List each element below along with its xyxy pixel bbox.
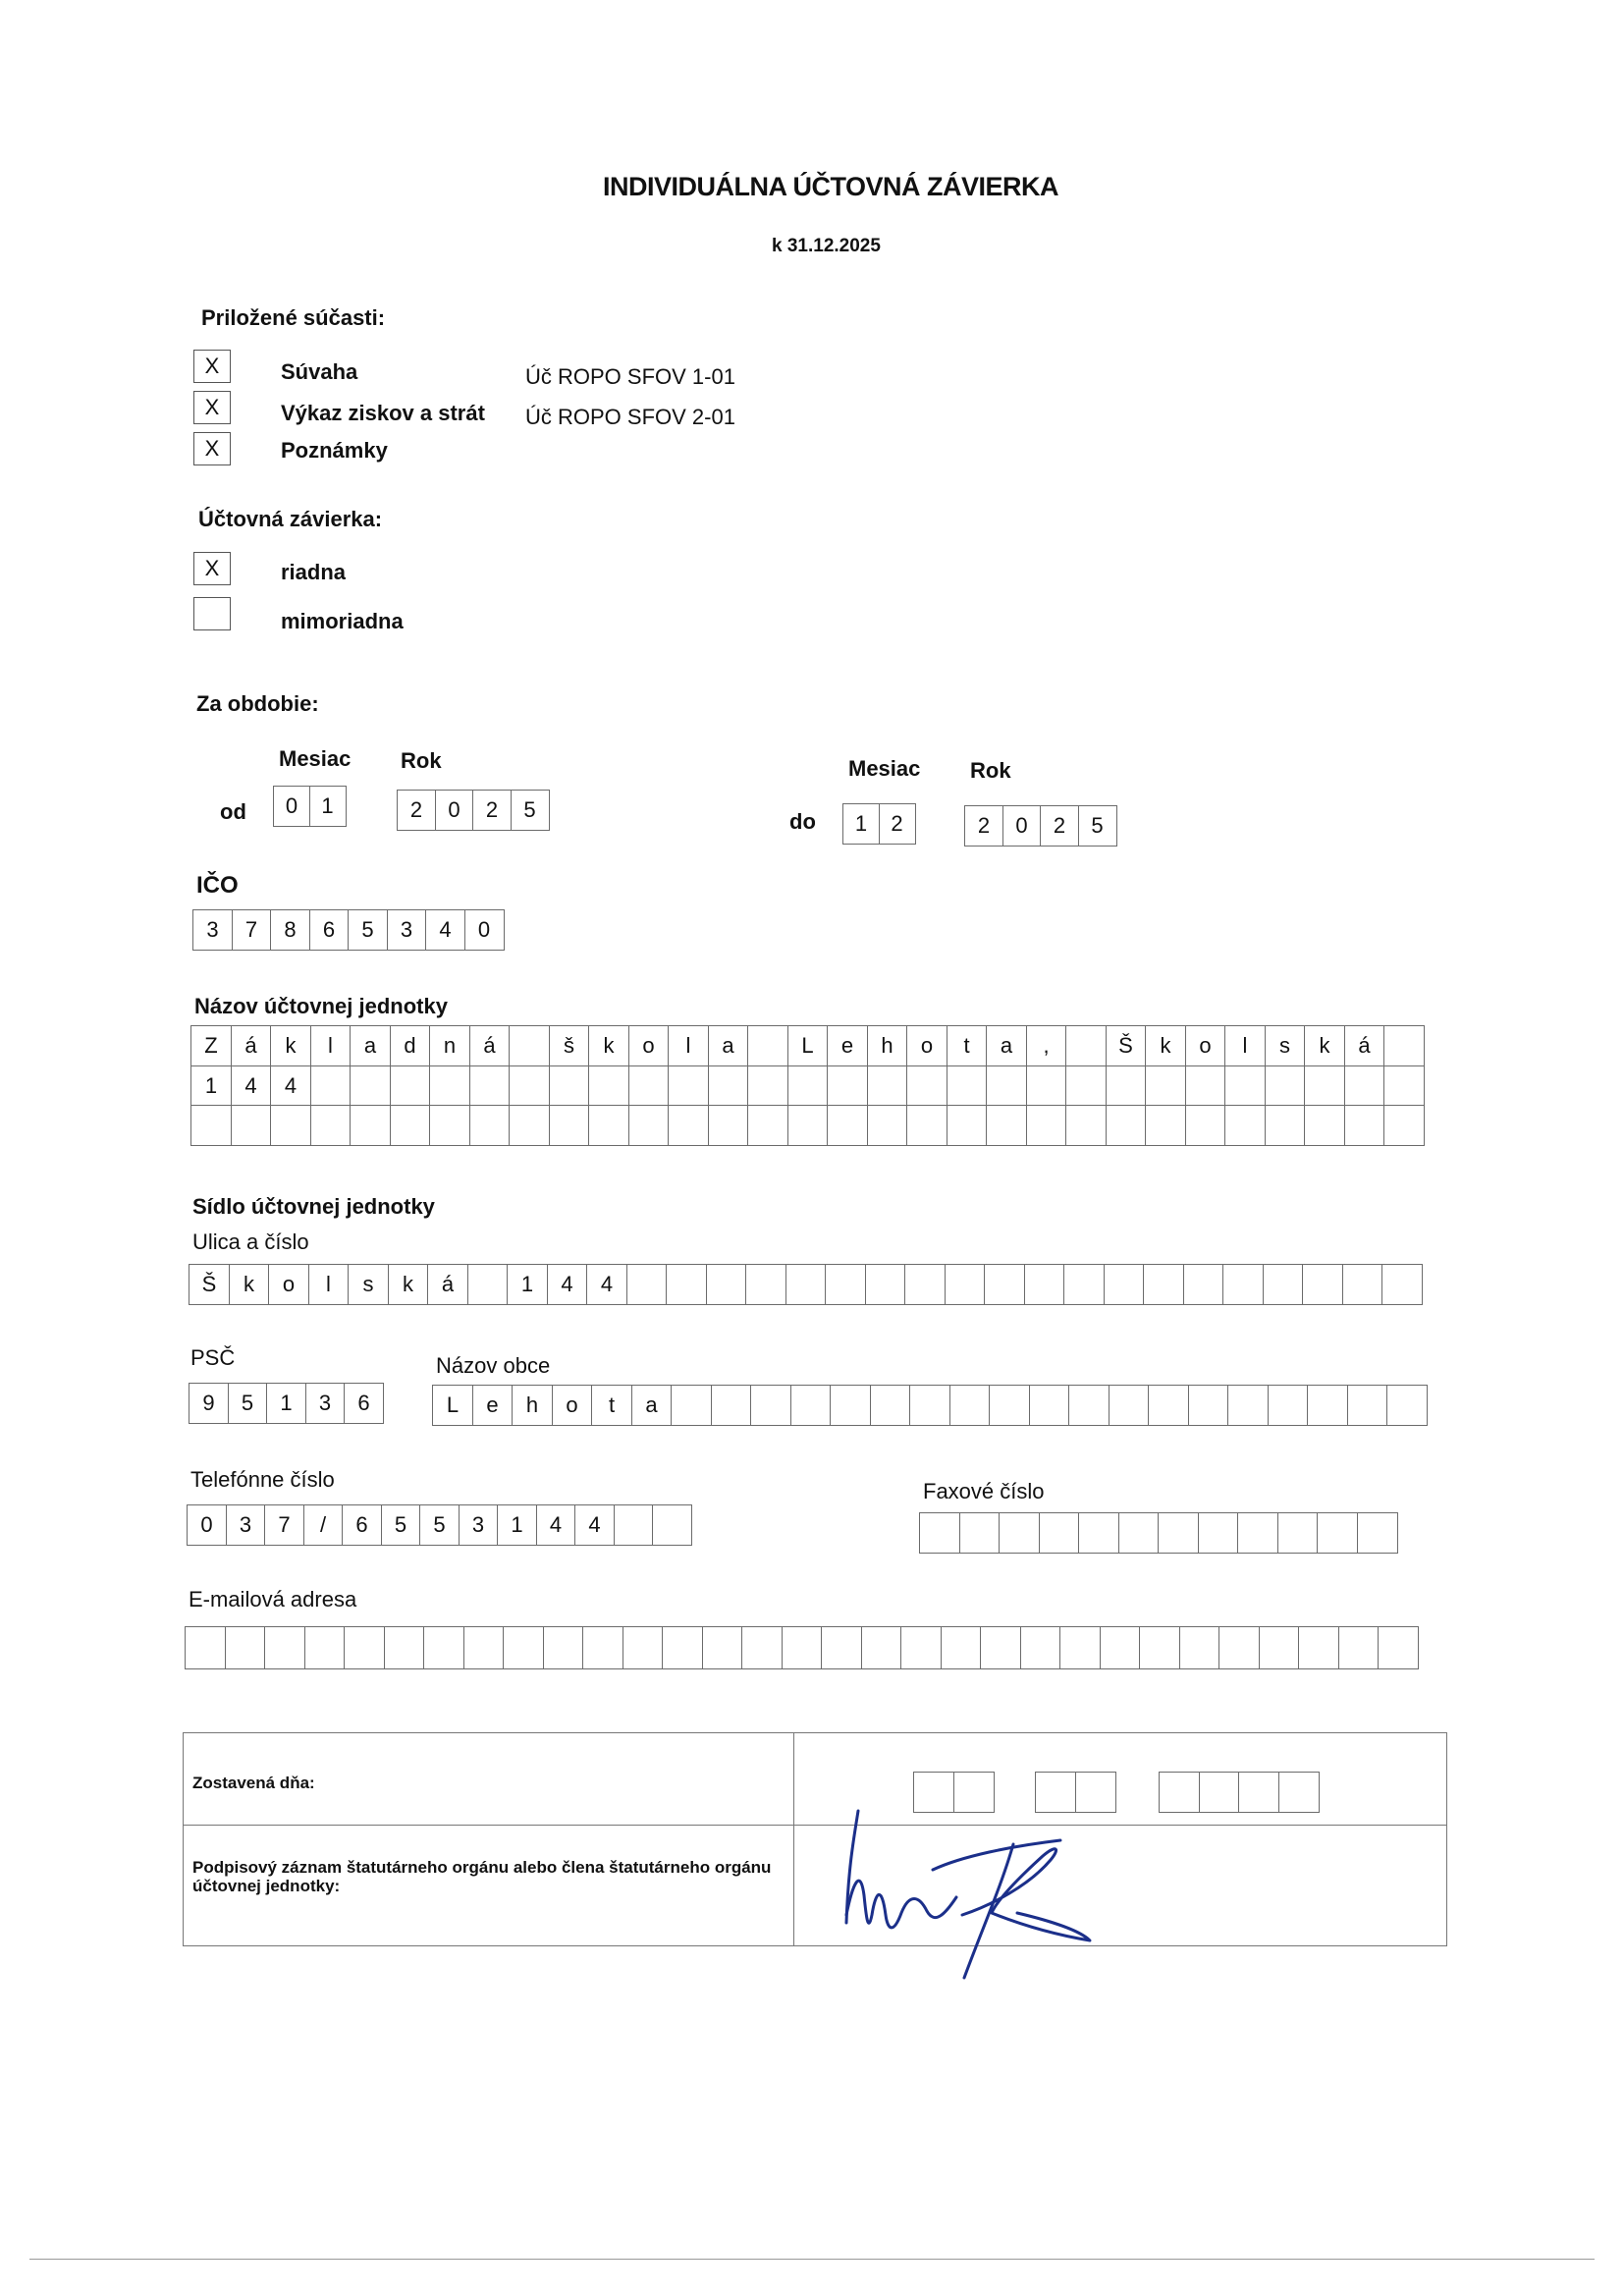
code-suvaha: Úč ROPO SFOV 1-01 [525, 364, 735, 389]
to-year-cell[interactable]: 2 [1040, 805, 1079, 847]
entity-name-cell[interactable] [350, 1105, 391, 1146]
entity-name-cell[interactable]: o [1185, 1025, 1226, 1066]
street-cell[interactable] [1024, 1264, 1065, 1305]
entity-name-cell[interactable] [588, 1065, 629, 1107]
from-year-cell[interactable]: 0 [435, 790, 474, 831]
entity-name-cell[interactable]: l [668, 1025, 709, 1066]
town-cell[interactable] [711, 1385, 752, 1426]
town-cell[interactable]: o [552, 1385, 593, 1426]
psc-cell[interactable]: 6 [344, 1383, 384, 1424]
to-year-cell[interactable]: 2 [964, 805, 1003, 847]
entity-name-cell[interactable]: a [986, 1025, 1027, 1066]
psc-cell[interactable]: 5 [228, 1383, 268, 1424]
entity-name-cell[interactable] [1383, 1105, 1425, 1146]
date-line: k 31.12.2025 [772, 236, 881, 256]
email-cell[interactable] [741, 1626, 783, 1669]
town-cell[interactable]: t [591, 1385, 632, 1426]
entity-name-cell[interactable] [1344, 1105, 1385, 1146]
entity-name-cell[interactable] [867, 1065, 908, 1107]
entity-name-cell[interactable] [509, 1025, 550, 1066]
attached-heading: Priložené súčasti: [201, 305, 386, 330]
town-cell[interactable] [989, 1385, 1030, 1426]
fax-cell[interactable] [1078, 1512, 1119, 1554]
street-cell[interactable] [1104, 1264, 1145, 1305]
entity-name-cell[interactable] [787, 1105, 829, 1146]
from-year-label: Rok [401, 748, 442, 773]
entity-name-cell[interactable] [350, 1065, 391, 1107]
label-mimoriadna: mimoriadna [281, 609, 404, 633]
to-year-cell[interactable]: 0 [1002, 805, 1042, 847]
entity-name-cell[interactable] [1065, 1105, 1107, 1146]
entity-name-cell[interactable]: Z [190, 1025, 232, 1066]
entity-name-cell[interactable] [509, 1105, 550, 1146]
ico-cell[interactable]: 3 [192, 909, 233, 951]
street-cell[interactable] [825, 1264, 866, 1305]
ico-field[interactable] [192, 909, 505, 951]
fax-cell[interactable] [1317, 1512, 1358, 1554]
fax-cell[interactable] [959, 1512, 1001, 1554]
entity-name-cell[interactable]: 4 [270, 1065, 311, 1107]
town-cell[interactable] [1268, 1385, 1309, 1426]
entity-name-cell[interactable]: t [947, 1025, 988, 1066]
entity-name-cell[interactable]: 4 [231, 1065, 272, 1107]
entity-name-cell[interactable] [668, 1105, 709, 1146]
town-cell[interactable] [1029, 1385, 1070, 1426]
email-cell[interactable] [1259, 1626, 1300, 1669]
email-cell[interactable] [1378, 1626, 1419, 1669]
entity-name-cell[interactable] [668, 1065, 709, 1107]
phone-cell[interactable] [614, 1504, 654, 1546]
signature-box [183, 1732, 1447, 1946]
entity-name-cell[interactable] [588, 1105, 629, 1146]
phone-cell[interactable]: 3 [226, 1504, 266, 1546]
street-cell[interactable]: 4 [586, 1264, 627, 1305]
town-cell[interactable] [1148, 1385, 1189, 1426]
entity-name-cell[interactable] [509, 1065, 550, 1107]
checkbox-riadna[interactable]: X [193, 552, 231, 585]
entity-name-cell[interactable] [747, 1065, 788, 1107]
street-cell[interactable] [1302, 1264, 1343, 1305]
entity-name-cell[interactable] [747, 1025, 788, 1066]
label-riadna: riadna [281, 560, 347, 584]
checkbox-vykaz[interactable]: X [193, 391, 231, 424]
town-cell[interactable] [1068, 1385, 1110, 1426]
ico-cell[interactable]: 3 [387, 909, 427, 951]
street-cell[interactable] [1222, 1264, 1264, 1305]
psc-field[interactable] [189, 1383, 384, 1424]
entity-name-cell[interactable]: k [270, 1025, 311, 1066]
town-cell[interactable]: a [631, 1385, 673, 1426]
email-cell[interactable] [941, 1626, 982, 1669]
phone-label: Telefónne číslo [190, 1467, 335, 1492]
ico-cell[interactable]: 8 [270, 909, 310, 951]
street-cell[interactable] [1381, 1264, 1423, 1305]
period-heading: Za obdobie: [196, 691, 319, 716]
email-cell[interactable] [185, 1626, 226, 1669]
street-cell[interactable] [945, 1264, 986, 1305]
entity-name-cell[interactable] [1026, 1105, 1067, 1146]
entity-name-cell[interactable] [906, 1065, 947, 1107]
town-cell[interactable] [1347, 1385, 1388, 1426]
email-cell[interactable] [1139, 1626, 1180, 1669]
town-label: Názov obce [436, 1353, 551, 1378]
email-cell[interactable] [702, 1626, 743, 1669]
entity-name-cell[interactable] [1383, 1025, 1425, 1066]
town-cell[interactable] [671, 1385, 712, 1426]
psc-label: PSČ [190, 1345, 236, 1370]
compiled-year-cell[interactable] [1238, 1772, 1279, 1813]
town-cell[interactable] [1188, 1385, 1229, 1426]
phone-cell[interactable] [652, 1504, 692, 1546]
entity-name-cell[interactable] [1106, 1065, 1147, 1107]
entity-name-cell[interactable] [1185, 1065, 1226, 1107]
entity-name-cell[interactable]: l [1224, 1025, 1266, 1066]
compiled-year-cell[interactable] [1278, 1772, 1320, 1813]
entity-name-cell[interactable] [1304, 1065, 1345, 1107]
entity-name-cell[interactable] [190, 1105, 232, 1146]
entity-name-cell[interactable] [867, 1105, 908, 1146]
compiled-label: Zostavená dňa: [192, 1774, 315, 1792]
fax-cell[interactable] [919, 1512, 960, 1554]
to-month-cell[interactable]: 1 [842, 803, 880, 845]
entity-name-cell[interactable] [986, 1065, 1027, 1107]
phone-cell[interactable]: 0 [187, 1504, 227, 1546]
street-cell[interactable] [1143, 1264, 1184, 1305]
entity-name-cell[interactable]: e [827, 1025, 868, 1066]
entity-name-cell[interactable] [469, 1105, 511, 1146]
phone-cell[interactable]: 7 [264, 1504, 304, 1546]
checkbox-mimoriadna[interactable] [193, 597, 231, 630]
town-cell[interactable] [750, 1385, 791, 1426]
fax-cell[interactable] [1277, 1512, 1319, 1554]
entity-name-cell[interactable] [270, 1105, 311, 1146]
to-month-cell[interactable]: 2 [879, 803, 916, 845]
street-cell[interactable] [1342, 1264, 1383, 1305]
entity-name-cell[interactable]: o [906, 1025, 947, 1066]
town-cell[interactable] [790, 1385, 832, 1426]
entity-name-cell[interactable] [827, 1065, 868, 1107]
psc-cell[interactable]: 9 [189, 1383, 229, 1424]
to-year-cell[interactable]: 5 [1078, 805, 1117, 847]
ico-cell[interactable]: 5 [348, 909, 388, 951]
town-cell[interactable] [909, 1385, 950, 1426]
email-cell[interactable] [782, 1626, 823, 1669]
email-cell[interactable] [304, 1626, 346, 1669]
phone-cell[interactable]: 4 [574, 1504, 615, 1546]
entity-name-cell[interactable] [1265, 1105, 1306, 1146]
fax-cell[interactable] [1039, 1512, 1080, 1554]
entity-name-cell[interactable]: k [1304, 1025, 1345, 1066]
email-cell[interactable] [423, 1626, 464, 1669]
email-cell[interactable] [344, 1626, 385, 1669]
phone-field[interactable] [187, 1504, 692, 1546]
entity-name-cell[interactable]: , [1026, 1025, 1067, 1066]
street-cell[interactable] [666, 1264, 707, 1305]
entity-name-cell[interactable] [469, 1065, 511, 1107]
fax-cell[interactable] [1357, 1512, 1398, 1554]
entity-name-cell[interactable] [628, 1065, 670, 1107]
checkbox-suvaha[interactable]: X [193, 350, 231, 383]
email-cell[interactable] [1218, 1626, 1260, 1669]
entity-name-label: Názov účtovnej jednotky [194, 994, 448, 1018]
street-cell[interactable]: s [348, 1264, 389, 1305]
entity-name-cell[interactable]: s [1265, 1025, 1306, 1066]
psc-cell[interactable]: 1 [266, 1383, 306, 1424]
label-suvaha: Súvaha [281, 359, 358, 384]
from-year-cell[interactable]: 2 [472, 790, 512, 831]
label-poznamky: Poznámky [281, 438, 388, 463]
entity-name-cell[interactable] [310, 1065, 352, 1107]
entity-name-cell[interactable] [390, 1065, 431, 1107]
from-month-label: Mesiac [279, 746, 352, 771]
psc-cell[interactable]: 3 [305, 1383, 346, 1424]
to-year-field[interactable] [964, 805, 1117, 847]
town-field[interactable] [432, 1385, 1428, 1426]
entity-name-cell[interactable]: k [588, 1025, 629, 1066]
email-cell[interactable] [623, 1626, 664, 1669]
entity-name-cell[interactable] [390, 1105, 431, 1146]
phone-cell[interactable]: 6 [342, 1504, 382, 1546]
email-label: E-mailová adresa [189, 1587, 357, 1611]
town-cell[interactable]: e [472, 1385, 514, 1426]
entity-name-cell[interactable]: Š [1106, 1025, 1147, 1066]
page-bottom-edge [29, 2259, 1595, 2260]
entity-name-cell[interactable] [708, 1105, 749, 1146]
entity-name-cell[interactable] [1065, 1025, 1107, 1066]
entity-name-cell[interactable] [1265, 1065, 1306, 1107]
entity-name-cell[interactable]: á [231, 1025, 272, 1066]
compiled-year-cell[interactable] [1159, 1772, 1200, 1813]
from-year-cell[interactable]: 2 [397, 790, 436, 831]
entity-name-cell[interactable]: a [708, 1025, 749, 1066]
email-cell[interactable] [543, 1626, 584, 1669]
from-label: od [220, 799, 246, 824]
entity-name-cell[interactable] [1344, 1065, 1385, 1107]
from-month-cell[interactable]: 1 [309, 786, 347, 827]
email-cell[interactable] [225, 1626, 266, 1669]
entity-name-cell[interactable] [827, 1105, 868, 1146]
street-cell[interactable] [904, 1264, 946, 1305]
town-cell[interactable]: h [512, 1385, 553, 1426]
email-cell[interactable] [1298, 1626, 1339, 1669]
street-field[interactable] [189, 1264, 1423, 1305]
entity-name-field[interactable] [190, 1025, 1425, 1146]
street-cell[interactable] [467, 1264, 509, 1305]
entity-name-row [190, 1105, 1425, 1146]
email-cell[interactable] [582, 1626, 623, 1669]
entity-name-cell[interactable] [947, 1065, 988, 1107]
entity-name-cell[interactable]: l [310, 1025, 352, 1066]
email-cell[interactable] [264, 1626, 305, 1669]
street-cell[interactable]: o [268, 1264, 309, 1305]
street-cell[interactable] [626, 1264, 668, 1305]
email-cell[interactable] [861, 1626, 902, 1669]
compiled-year-field[interactable] [1159, 1772, 1320, 1813]
street-label: Ulica a číslo [192, 1229, 309, 1254]
entity-name-cell[interactable]: L [787, 1025, 829, 1066]
entity-name-row [190, 1025, 1425, 1066]
town-cell[interactable] [870, 1385, 911, 1426]
email-cell[interactable] [1179, 1626, 1220, 1669]
ico-cell[interactable]: 4 [425, 909, 465, 951]
street-cell[interactable] [1183, 1264, 1224, 1305]
to-month-field[interactable] [842, 803, 916, 845]
from-month-cell[interactable]: 0 [273, 786, 310, 827]
from-month-field[interactable] [273, 786, 347, 827]
signature-box-divider [793, 1732, 794, 1946]
entity-name-cell[interactable]: á [469, 1025, 511, 1066]
entity-name-cell[interactable] [1383, 1065, 1425, 1107]
entity-name-cell[interactable] [1224, 1065, 1266, 1107]
signature-icon [825, 1797, 1110, 1984]
entity-name-cell[interactable] [747, 1105, 788, 1146]
entity-name-cell[interactable] [1224, 1105, 1266, 1146]
entity-name-cell[interactable]: k [1145, 1025, 1186, 1066]
email-cell[interactable] [1020, 1626, 1061, 1669]
street-cell[interactable]: á [427, 1264, 468, 1305]
ico-cell[interactable]: 6 [309, 909, 350, 951]
entity-name-cell[interactable] [1026, 1065, 1067, 1107]
phone-cell[interactable]: 3 [459, 1504, 499, 1546]
entity-name-cell[interactable] [906, 1105, 947, 1146]
entity-name-cell[interactable] [1145, 1105, 1186, 1146]
entity-name-cell[interactable]: š [549, 1025, 590, 1066]
town-cell[interactable] [1307, 1385, 1348, 1426]
to-year-label: Rok [970, 758, 1011, 783]
street-cell[interactable] [1063, 1264, 1105, 1305]
compiled-year-cell[interactable] [1199, 1772, 1240, 1813]
entity-name-cell[interactable] [1304, 1105, 1345, 1146]
entity-name-cell[interactable]: d [390, 1025, 431, 1066]
entity-name-cell[interactable]: 1 [190, 1065, 232, 1107]
ico-label: IČO [196, 872, 239, 899]
fax-cell[interactable] [1158, 1512, 1199, 1554]
street-cell[interactable]: k [388, 1264, 429, 1305]
fax-cell[interactable] [1118, 1512, 1160, 1554]
phone-cell[interactable]: / [303, 1504, 344, 1546]
entity-name-cell[interactable] [1145, 1065, 1186, 1107]
town-cell[interactable] [949, 1385, 991, 1426]
from-year-cell[interactable]: 5 [511, 790, 550, 831]
entity-name-cell[interactable] [549, 1105, 590, 1146]
email-field[interactable] [185, 1626, 1419, 1669]
statement-type-heading: Účtovná závierka: [198, 507, 383, 531]
to-month-label: Mesiac [848, 756, 921, 781]
fax-cell[interactable] [1237, 1512, 1278, 1554]
entity-name-cell[interactable]: a [350, 1025, 391, 1066]
entity-name-cell[interactable] [310, 1105, 352, 1146]
entity-name-cell[interactable] [231, 1105, 272, 1146]
fax-field[interactable] [919, 1512, 1398, 1554]
checkbox-poznamky[interactable]: X [193, 432, 231, 465]
entity-name-cell[interactable] [1106, 1105, 1147, 1146]
street-cell[interactable]: 4 [547, 1264, 588, 1305]
town-cell[interactable]: L [432, 1385, 473, 1426]
seat-heading: Sídlo účtovnej jednotky [192, 1194, 435, 1219]
fax-cell[interactable] [999, 1512, 1040, 1554]
street-cell[interactable] [785, 1264, 827, 1305]
street-cell[interactable]: Š [189, 1264, 230, 1305]
email-cell[interactable] [384, 1626, 425, 1669]
street-cell[interactable]: 1 [507, 1264, 548, 1305]
ico-cell[interactable]: 0 [464, 909, 505, 951]
email-cell[interactable] [662, 1626, 703, 1669]
phone-cell[interactable]: 5 [419, 1504, 460, 1546]
street-cell[interactable] [706, 1264, 747, 1305]
town-cell[interactable] [1109, 1385, 1150, 1426]
entity-name-cell[interactable] [947, 1105, 988, 1146]
signature-box-separator [183, 1825, 1447, 1826]
email-cell[interactable] [821, 1626, 862, 1669]
email-cell[interactable] [503, 1626, 544, 1669]
email-cell[interactable] [1100, 1626, 1141, 1669]
entity-name-cell[interactable] [1065, 1065, 1107, 1107]
street-cell[interactable] [1263, 1264, 1304, 1305]
entity-name-cell[interactable] [708, 1065, 749, 1107]
email-cell[interactable] [1338, 1626, 1380, 1669]
email-cell[interactable] [1059, 1626, 1101, 1669]
entity-name-cell[interactable] [986, 1105, 1027, 1146]
entity-name-cell[interactable] [429, 1065, 470, 1107]
code-vykaz: Úč ROPO SFOV 2-01 [525, 405, 735, 429]
from-year-field[interactable] [397, 790, 550, 831]
entity-name-row [190, 1065, 1425, 1107]
entity-name-cell[interactable] [787, 1065, 829, 1107]
entity-name-cell[interactable]: o [628, 1025, 670, 1066]
entity-name-cell[interactable] [549, 1065, 590, 1107]
ico-cell[interactable]: 7 [232, 909, 272, 951]
to-label: do [789, 809, 816, 834]
entity-name-cell[interactable] [429, 1105, 470, 1146]
phone-cell[interactable]: 5 [381, 1504, 421, 1546]
email-cell[interactable] [463, 1626, 505, 1669]
email-cell[interactable] [980, 1626, 1021, 1669]
document-title: INDIVIDUÁLNA ÚČTOVNÁ ZÁVIERKA [603, 172, 1059, 201]
street-cell[interactable]: k [229, 1264, 270, 1305]
entity-name-cell[interactable] [628, 1105, 670, 1146]
entity-name-cell[interactable]: n [429, 1025, 470, 1066]
street-cell[interactable] [865, 1264, 906, 1305]
entity-name-cell[interactable]: á [1344, 1025, 1385, 1066]
street-cell[interactable] [745, 1264, 786, 1305]
entity-name-cell[interactable]: h [867, 1025, 908, 1066]
fax-cell[interactable] [1198, 1512, 1239, 1554]
town-cell[interactable] [1386, 1385, 1428, 1426]
email-cell[interactable] [900, 1626, 942, 1669]
town-cell[interactable] [1227, 1385, 1269, 1426]
entity-name-cell[interactable] [1185, 1105, 1226, 1146]
fax-label: Faxové číslo [923, 1479, 1045, 1503]
phone-cell[interactable]: 1 [497, 1504, 537, 1546]
town-cell[interactable] [830, 1385, 871, 1426]
sign-label: Podpisový záznam štatutárneho orgánu alebo člena štatutárneho orgánu účtovnej jednotky: [192, 1858, 772, 1895]
phone-cell[interactable]: 4 [536, 1504, 576, 1546]
street-cell[interactable]: l [308, 1264, 350, 1305]
label-vykaz: Výkaz ziskov a strát [281, 401, 485, 425]
street-cell[interactable] [984, 1264, 1025, 1305]
